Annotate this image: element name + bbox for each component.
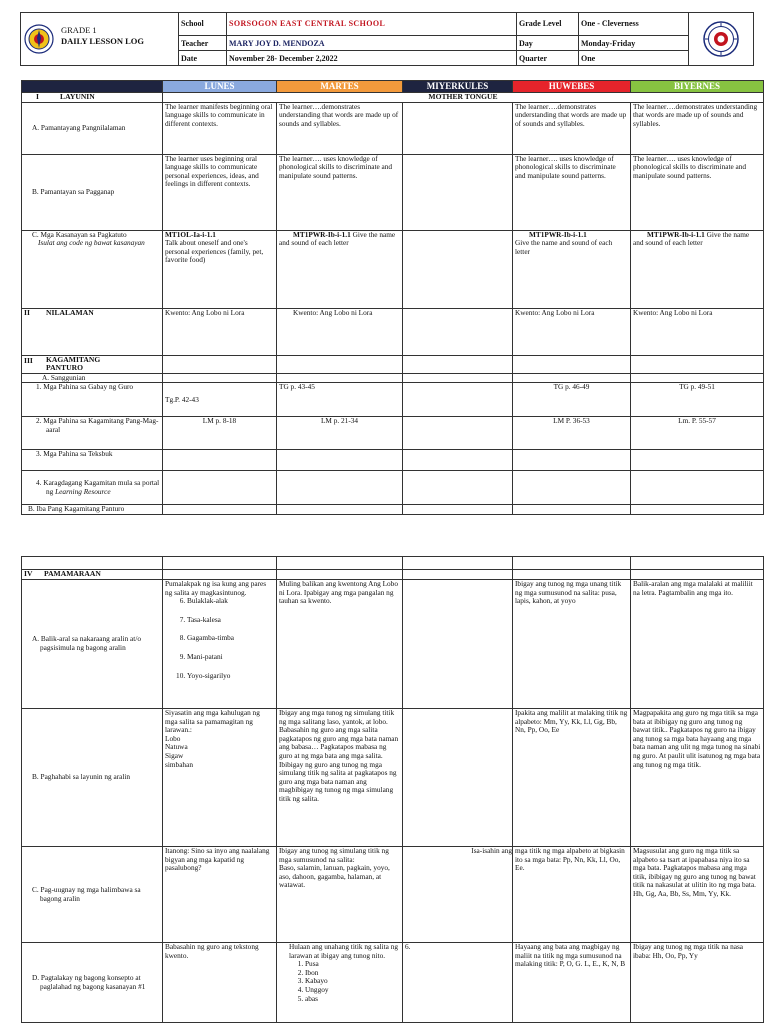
- cell-huwebes: TG p. 46-49: [513, 383, 631, 417]
- table-row: [22, 943, 764, 1023]
- cell-lunes: [163, 471, 277, 505]
- section-title: PAMAMARAAN: [44, 569, 101, 578]
- quarter-label: Quarter: [517, 51, 579, 66]
- cell-biyernes: Magsusulat ang guro ng mga titik sa alpabeto sa tsart at ipapabasa niya ito sa mga bata. Pagkatapos mabasa ang mga titik, ibibigay ng guro ang tunog ng bawat titik na nakasulat at ulitin ito ng mga bata. Hh, Gg, Aa, Bb, Ss, Mm, Yy, Kk.: [631, 847, 764, 943]
- cell-biyernes: [631, 570, 764, 580]
- cell-lunes: The learner manifests beginning oral language skills to communicate in different contexts.: [163, 102, 277, 154]
- competency-code: MT1PWR-Ib-i-1.1: [647, 230, 705, 239]
- list-item: 9. Mani-patani: [187, 653, 274, 662]
- cell-miyerkules: [403, 154, 513, 230]
- day-header-biyernes: BIYERNES: [631, 81, 764, 93]
- cell-lunes: [163, 557, 277, 570]
- row-label-text: 4. Karagdagang Kagamitan mula sa portal ng: [36, 478, 160, 496]
- row-label: B. Iba Pang Kagamitang Panturo: [22, 505, 163, 515]
- day-header-miyerkules: MIYERKULES: [403, 81, 513, 93]
- list-item: 7. Tasa-kalesa: [187, 616, 274, 625]
- cell-lunes: The learner uses beginning oral language skills to communicate personal experiences, ideas, and feelings in different contexts.: [163, 154, 277, 230]
- table-row: [22, 471, 764, 505]
- section-pamamaraan: [22, 570, 163, 580]
- teacher-value: MARY JOY D. MENDOZA: [227, 35, 517, 51]
- cell-biyernes: [631, 557, 764, 570]
- list-item: 3. Kabayo: [305, 977, 400, 986]
- day-value: Monday-Friday: [579, 35, 689, 51]
- cell-martes: The learner….demonstrates understanding that words are made up of sounds and syllables.: [277, 102, 403, 154]
- cell-lunes: Babasahin ng guro ang tekstong kwento.: [163, 943, 277, 1023]
- table-row: [22, 102, 764, 154]
- cell-huwebes: [513, 570, 631, 580]
- competency-text: Give the name and sound of each letter: [633, 230, 750, 248]
- row-label: [22, 471, 163, 505]
- lesson-table-2: [21, 556, 763, 1023]
- list-item: simbahan: [165, 759, 193, 769]
- row-label: B. Paghahabi sa layunin ng aralin: [22, 709, 163, 847]
- table-row: [22, 383, 764, 417]
- header-block: [20, 12, 753, 66]
- cell-miyerkules: [403, 570, 513, 580]
- cell-lunes: [163, 373, 277, 383]
- competency-text: Talk about oneself and one's personal experiences (family, pet, favorite food): [165, 238, 264, 265]
- list-item: Sigaw: [165, 750, 184, 760]
- cell-martes: [277, 847, 403, 943]
- section-title: NILALAMAN: [46, 308, 94, 317]
- cell-miyerkules: [403, 471, 513, 505]
- cell-lunes: Kwento: Ang Lobo ni Lora: [163, 308, 277, 355]
- cell-biyernes: Lm. P. 55-57: [631, 417, 764, 450]
- school-seal-icon: [703, 21, 739, 57]
- cell-martes: [277, 450, 403, 471]
- cell-intro: Siyasatin ang mga kahulugan ng mga salita sa pamamagitan ng larawan.:: [165, 708, 260, 735]
- cell-biyernes: Ibigay ang tunog ng mga titik na nasa ibaba: Hh, Oo, Pp, Yy: [631, 943, 764, 1023]
- row-label: A. Sanggunian: [22, 373, 163, 383]
- table-row: [22, 154, 764, 230]
- cell-huwebes: [513, 355, 631, 373]
- cell-martes: [277, 943, 403, 1023]
- cell-huwebes: mga titik ng mga alpabeto at bigkasin ito sa mga bata: Pp, Nn, Kk, Ll, Oo, Ee.: [513, 847, 631, 943]
- cell-biyernes: [631, 450, 764, 471]
- deped-seal-icon: [24, 24, 54, 54]
- school-label: School: [179, 13, 227, 36]
- row-label-italic: Learning Resource: [55, 486, 111, 496]
- picture-word-list: [279, 960, 400, 1003]
- list-item: 1. Pusa: [305, 960, 400, 969]
- cell-biyernes: [631, 505, 764, 515]
- cell-biyernes: [631, 471, 764, 505]
- cell-miyerkules: Isa-isahin ang: [403, 847, 513, 943]
- section-number: II: [24, 308, 30, 317]
- row-label: A. Balik-aral sa nakaraang aralin at/o pagsisimula ng bagong aralin: [22, 580, 163, 709]
- list-item: Natuwa: [165, 742, 188, 752]
- subject-title: MOTHER TONGUE: [163, 93, 764, 103]
- competency-code: MT1OL-Ia-i-1.1: [165, 230, 216, 239]
- section-layunin: [22, 93, 163, 103]
- row-label: A. Pamantayang Pangnilalaman: [22, 102, 163, 154]
- competency-text: Give the name and sound of each letter: [279, 230, 396, 248]
- cell-biyernes: [631, 230, 764, 308]
- row-label: B. Pamantayan sa Pagganap: [22, 154, 163, 230]
- table-row: [22, 230, 764, 308]
- list-item: 2. Ibon: [305, 969, 400, 978]
- cell-miyerkules: [403, 450, 513, 471]
- row-label-text: C. Mga Kasanayan sa Pagkatuto: [32, 230, 127, 239]
- cell-huwebes: The learner….demonstrates understanding that words are made up of sounds and syllables.: [513, 102, 631, 154]
- list-item: 10. Yoyo-sigarilyo: [187, 672, 274, 681]
- cell-miyerkules: [403, 102, 513, 154]
- school-value: SORSOGON EAST CENTRAL SCHOOL: [227, 13, 517, 36]
- cell-huwebes: [513, 373, 631, 383]
- table-row: [22, 557, 764, 570]
- competency-text: Give the name and sound of each letter: [515, 238, 613, 256]
- list-item: 8. Gagamba-timba: [187, 634, 274, 643]
- cell-huwebes: Hayaang ang bata ang magbigay ng maliit na titik ng mga sumusunod na malaking titik: P, O, G. L, E., K, N, B: [513, 943, 631, 1023]
- day-header-huwebes: HUWEBES: [513, 81, 631, 93]
- cell-huwebes: Ipakita ang malilit at malaking titik ng alpabeto: Mm, Yy, Kk, Ll, Gg, Bb, Nn, Pp, Oo, Ee: [513, 709, 631, 847]
- cell-biyernes: Balik-aralan ang mga malalaki at maliliit na letra. Pagtambalin ang mga ito.: [631, 580, 764, 709]
- quarter-value: One: [579, 51, 689, 66]
- cell-huwebes: [513, 505, 631, 515]
- cell-lunes: [163, 709, 277, 847]
- list-item: 5. abas: [305, 995, 400, 1004]
- cell-lunes: LM p. 8-18: [163, 417, 277, 450]
- section-title: LAYUNIN: [60, 92, 95, 101]
- row-label: C. Pag-uugnay ng mga halimbawa sa bagong aralin: [22, 847, 163, 943]
- section-number: I: [36, 92, 39, 101]
- cell-intro: Ibigay ang tunog ng simulang titik ng mga sumusunod na salita:: [279, 846, 389, 864]
- list-item: Lobo: [165, 733, 181, 743]
- cell-lunes: [163, 570, 277, 580]
- cell-huwebes: [513, 557, 631, 570]
- table-row: [22, 709, 764, 847]
- cell-martes: [277, 230, 403, 308]
- cell-huwebes: The learner…. uses knowledge of phonological skills to discriminate and manipulate sound patterns.: [513, 154, 631, 230]
- cell-huwebes: [513, 230, 631, 308]
- section-title: KAGAMITANG PANTURO: [46, 355, 101, 373]
- table-row: [22, 580, 764, 709]
- cell-biyernes: Magpapakita ang guro ng mga titik sa mga bata at ibibigay ng guro ang tunog ng bawat titik.. Pagkatapos ng guro na ibigay ang tunog sa mga bata hayaang ang mga bata naman ang ulit ng mga tunog na sinabi ng guro. At paulit ulit isatunog ng mga bata ang tunog ng mga titik.: [631, 709, 764, 847]
- cell-martes: Ibigay ang mga tunog ng simulang titik ng mga salitang laso, yantok, at lobo. Babasahin ng guro ang mga salita pagkatapos ng guro ang mga bata naman ang babasa… Pagkatapos mabasa ng guro at ng mga bata ang mga salita. Ibibigay ng guro ang tunog ng mga simulang titik ng salita at pagkatapos ng guro ang mga bata naman ang magbibigay ng tunog ng mga simulang titik ng salita.: [277, 709, 403, 847]
- cell-miyerkules: [403, 308, 513, 355]
- cell-lunes: [163, 355, 277, 373]
- cell-lunes: [163, 450, 277, 471]
- table-row: [22, 505, 764, 515]
- teacher-label: Teacher: [179, 35, 227, 51]
- section-number: III: [24, 355, 33, 365]
- cell-biyernes: [631, 373, 764, 383]
- cell-martes: Muling balikan ang kwentong Ang Lobo ni Lora. Ipabigay ang mga pangalan ng tauhan sa kwento.: [277, 580, 403, 709]
- competency-code: MT1PWR-Ib-i-1.1: [529, 230, 587, 239]
- date-value: November 28- December 2,2022: [227, 51, 517, 66]
- cell-martes: [277, 570, 403, 580]
- cell-miyerkules: [403, 355, 513, 373]
- cell-miyerkules: [403, 557, 513, 570]
- cell-martes: LM p. 21-34: [277, 417, 403, 450]
- cell-miyerkules: [403, 709, 513, 847]
- cell-biyernes: [631, 355, 764, 373]
- section-nilalaman: [22, 308, 163, 355]
- cell-miyerkules: [403, 580, 513, 709]
- cell-lunes: [163, 230, 277, 308]
- cell-huwebes: Kwento: Ang Lobo ni Lora: [513, 308, 631, 355]
- list-item: 4. Unggoy: [305, 986, 400, 995]
- grade-level-value: One - Cleverness: [579, 13, 689, 36]
- table-row: [22, 450, 764, 471]
- cell-martes: [277, 557, 403, 570]
- cell-martes: [277, 373, 403, 383]
- cell-huwebes: LM P. 36-53: [513, 417, 631, 450]
- table-row: [22, 417, 764, 450]
- cell-miyerkules: [403, 383, 513, 417]
- row-label-note: Isulat ang code ng bawat kasanayan: [38, 238, 145, 248]
- cell-martes: TG p. 43-45: [277, 383, 403, 417]
- cell-miyerkules: [403, 417, 513, 450]
- cell-huwebes: [513, 471, 631, 505]
- cell-text: Baso, salamin, lanuan, pagkain, yoyo, aso, dahoon, gagamba, halaman, at watawat.: [279, 863, 390, 890]
- cell-lunes: [163, 505, 277, 515]
- cell-biyernes: TG p. 49-51: [631, 383, 764, 417]
- seal-cell: [689, 13, 754, 66]
- grade-level-label: Grade Level: [517, 13, 579, 36]
- row-label: 2. Mga Pahina sa Kagamitang Pang-Mag-aaral: [22, 417, 163, 450]
- lesson-table-1: [21, 80, 763, 515]
- cell-lunes: Itanong: Sino sa inyo ang naalalang bigyan ang mga kapatid ng pasalubong?: [163, 847, 277, 943]
- cell-biyernes: The learner….demonstrates understanding that words are made up of sounds and syllables.: [631, 102, 764, 154]
- list-item: 6. Bulaklak-alak: [187, 597, 274, 606]
- log-title: DAILY LESSON LOG: [61, 36, 144, 46]
- row-label: [22, 230, 163, 308]
- row-label: 3. Mga Pahina sa Teksbuk: [22, 450, 163, 471]
- row-label: 1. Mga Pahina sa Gabay ng Guro: [22, 383, 163, 417]
- cell-martes: [277, 505, 403, 515]
- cell-martes: The learner…. uses knowledge of phonological skills to discriminate and manipulate sound patterns.: [277, 154, 403, 230]
- title-cell: [21, 13, 179, 66]
- table-row: [22, 308, 764, 355]
- cell-miyerkules: 6.: [403, 943, 513, 1023]
- date-label: Date: [179, 51, 227, 66]
- competency-code: MT1PWR-Ib-i-1.1: [293, 230, 351, 239]
- cell-martes: [277, 471, 403, 505]
- table-row: [22, 373, 764, 383]
- cell-biyernes: The learner…. uses knowledge of phonological skills to discriminate and manipulate sound patterns.: [631, 154, 764, 230]
- word-pair-list: [165, 597, 274, 680]
- cell-lunes: Tg.P. 42-43: [163, 383, 277, 417]
- cell-biyernes: Kwento: Ang Lobo ni Lora: [631, 308, 764, 355]
- cell-miyerkules: [403, 230, 513, 308]
- cell-huwebes: [513, 450, 631, 471]
- cell-martes: [277, 355, 403, 373]
- day-label: Day: [517, 35, 579, 51]
- row-label: D. Pagtalakay ng bagong konsepto at paglalahad ng bagong kasanayan #1: [22, 943, 163, 1023]
- day-header-martes: MARTES: [277, 81, 403, 93]
- cell-martes: Kwento: Ang Lobo ni Lora: [277, 308, 403, 355]
- grade-title: GRADE 1: [61, 25, 97, 35]
- cell-intro: Pumalakpak ng isa kung ang pares ng salita ay magkasintunog.: [165, 579, 267, 597]
- table-row: [22, 355, 764, 373]
- cell-miyerkules: [403, 373, 513, 383]
- cell-lunes: [163, 580, 277, 709]
- cell-intro: Hulaan ang unahang titik ng salita ng larawan at ibigay ang tunog nito.: [289, 942, 399, 960]
- cell-huwebes: Ibigay ang tunog ng mga unang titik ng mga sumusunod na salita: pusa, lapis, kahon, at yoyo: [513, 580, 631, 709]
- section-number: IV: [24, 569, 33, 578]
- section-kagamitan: [22, 355, 163, 373]
- cell-blank: [22, 557, 163, 570]
- day-header-blank: [22, 81, 163, 93]
- day-header-lunes: LUNES: [163, 81, 277, 93]
- cell-miyerkules: [403, 505, 513, 515]
- table-row: [22, 847, 764, 943]
- table-row: [22, 570, 764, 580]
